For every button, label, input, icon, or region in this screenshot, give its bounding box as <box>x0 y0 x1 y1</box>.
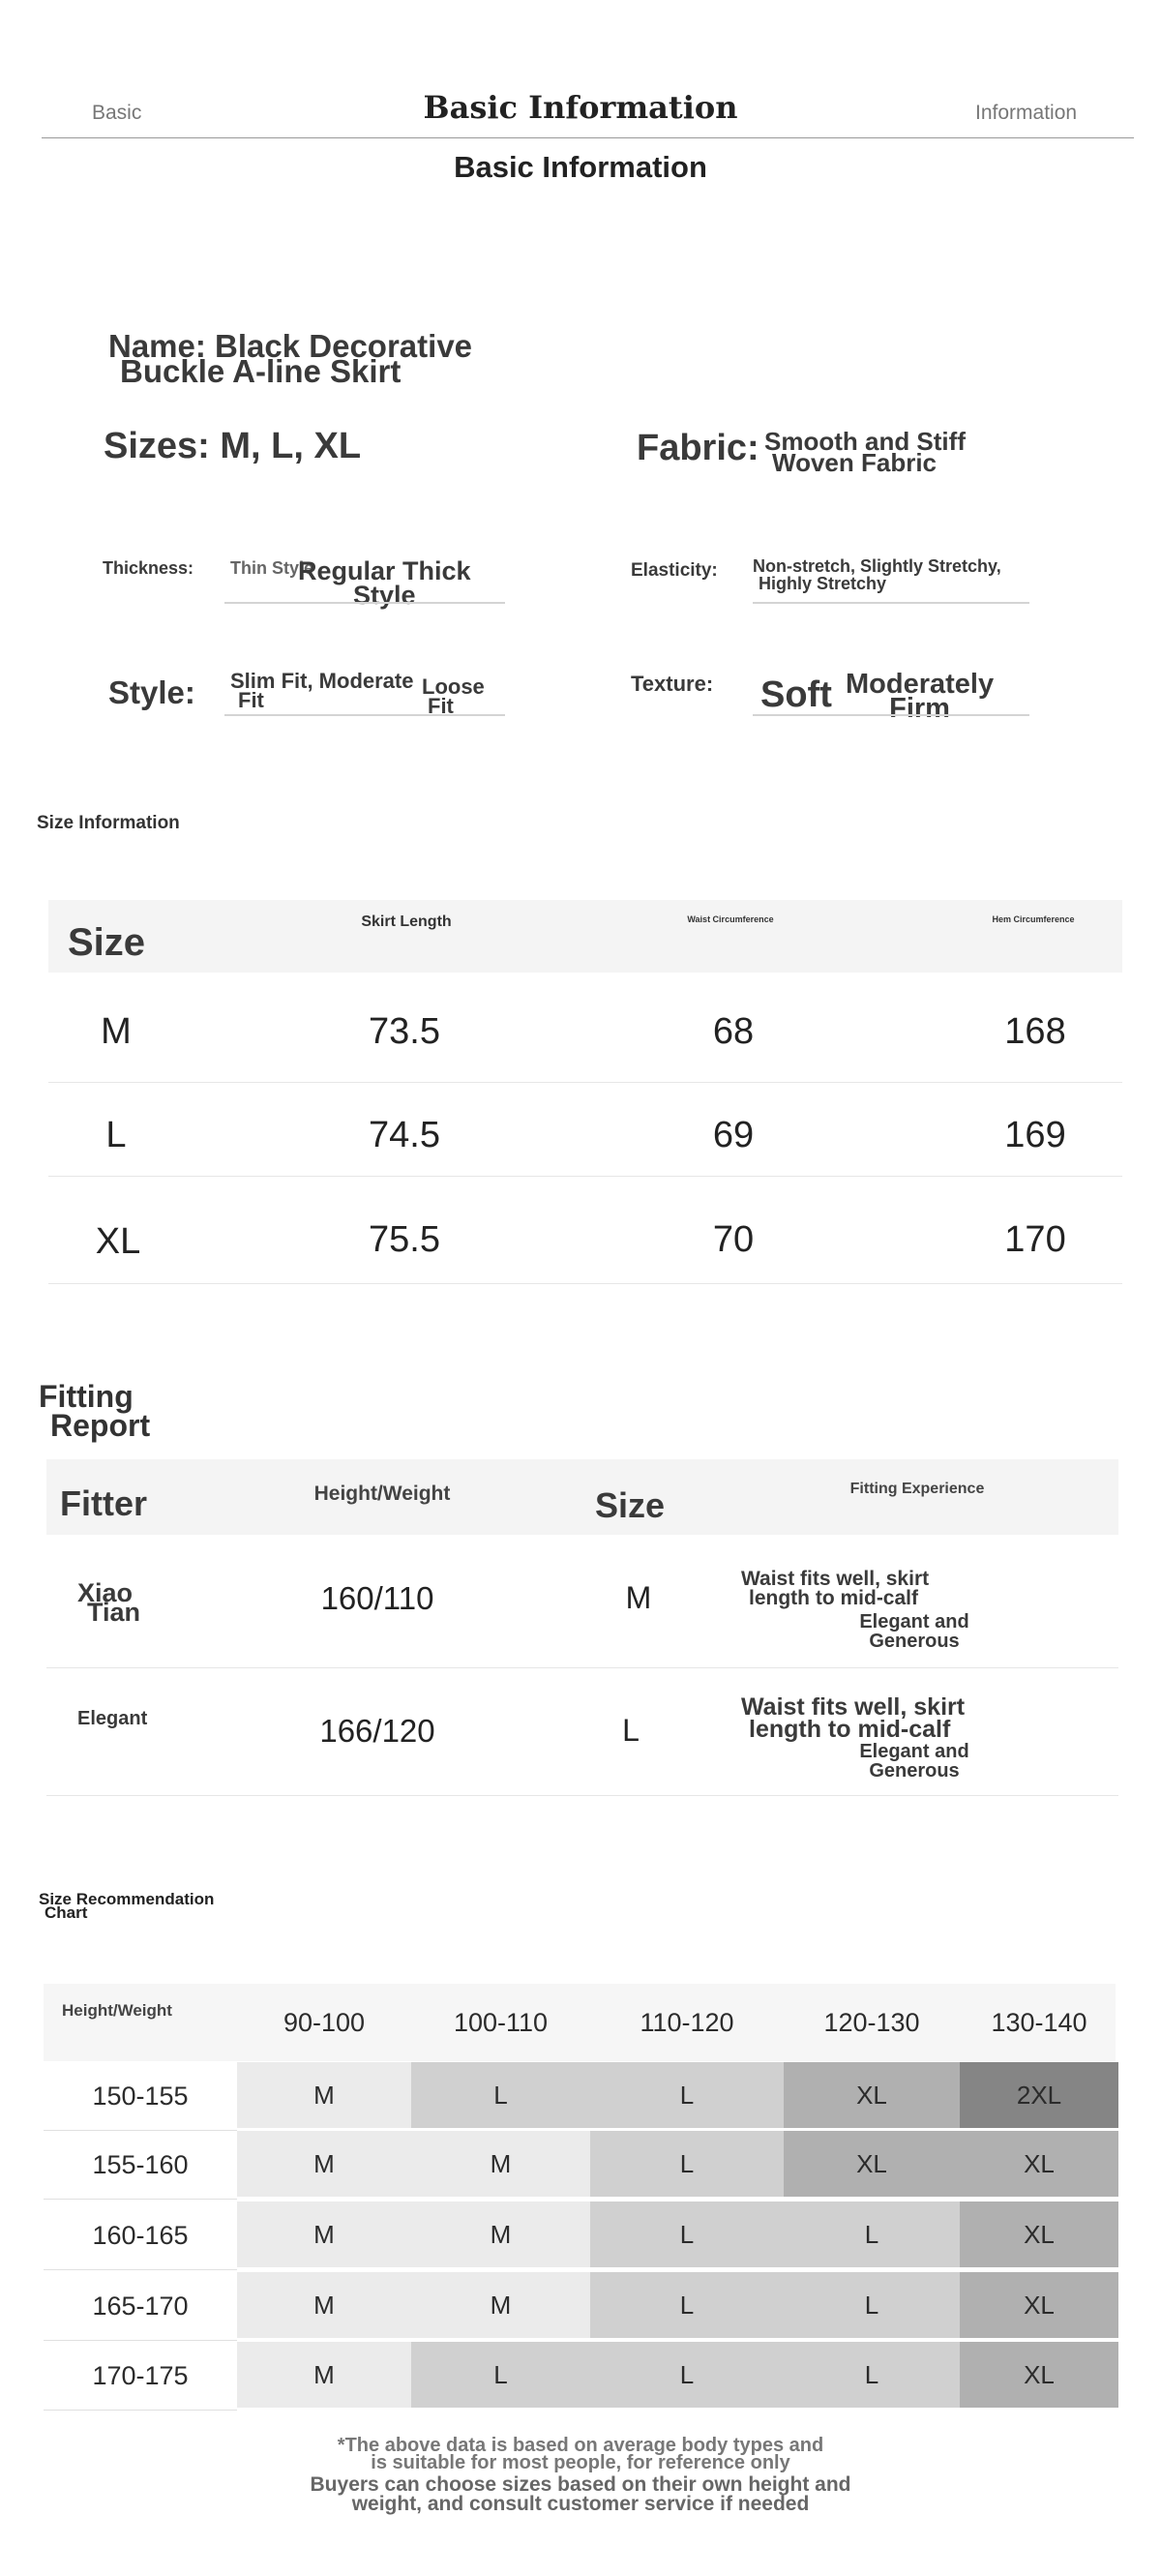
recommendation-cell: M <box>237 2272 411 2338</box>
fabric-value <box>764 427 966 477</box>
style-option-slim <box>230 669 414 712</box>
recommendation-col-header: 120-130 <box>823 2007 920 2037</box>
recommendation-cell: XL <box>784 2131 960 2197</box>
recommendation-cell: XL <box>960 2131 1118 2197</box>
fitter-size: M <box>625 1580 652 1615</box>
recommendation-cell: L <box>590 2202 784 2267</box>
fitter-name-line2: Tian <box>87 1598 141 1627</box>
fitter-exp-line1: Waist fits well, skirt <box>741 1568 930 1590</box>
recommendation-cell: M <box>237 2131 411 2197</box>
recommendation-col-header: 130-140 <box>991 2007 1087 2037</box>
fitting-title <box>39 1379 151 1443</box>
footer-note-2 <box>0 2475 1161 2514</box>
thickness-selected <box>298 556 471 610</box>
recommendation-row-label: 165-170 <box>92 2291 189 2321</box>
fitter-experience-tag <box>832 1612 997 1651</box>
footer-note-1 <box>0 2437 1161 2471</box>
thickness-selected-line1: Regular Thick <box>298 556 471 585</box>
recommendation-row-label: 155-160 <box>92 2149 189 2179</box>
recommendation-col-header: 90-100 <box>283 2007 366 2037</box>
recommendation-cell: L <box>590 2342 784 2408</box>
recommendation-row-divider <box>44 2340 237 2341</box>
recommendation-col-header: 110-120 <box>640 2007 734 2037</box>
thickness-option-thin: Thin Style <box>230 558 314 578</box>
recommendation-row-label: 160-165 <box>92 2220 189 2250</box>
size-row-l-size: L <box>105 1115 127 1155</box>
recommendation-corner: Height/Weight <box>62 2001 172 2020</box>
fabric-line2: Woven Fabric <box>772 448 938 477</box>
recommendation-row-divider <box>44 2199 237 2200</box>
style-scale-line <box>224 714 505 716</box>
sizes-text: Sizes: M, L, XL <box>104 426 362 466</box>
recommendation-row-divider <box>44 2269 237 2270</box>
recommendation-cell: L <box>411 2062 590 2128</box>
elasticity-line1: Non-stretch, Slightly Stretchy, <box>753 556 1001 576</box>
recommendation-title <box>39 1890 215 1922</box>
texture-opt-line2: Firm <box>889 693 950 724</box>
style-opt1-line2: Fit <box>238 688 264 712</box>
recommendation-cell: XL <box>784 2062 960 2128</box>
texture-scale-line <box>753 714 1029 716</box>
size-header-size: Size <box>68 921 146 964</box>
fitting-header-size: Size <box>595 1485 666 1525</box>
section-subtitle: Basic Information <box>454 150 707 184</box>
texture-label: Texture: <box>631 672 714 696</box>
size-row-l-length: 74.5 <box>369 1115 440 1155</box>
fitter-name-line1: Xiao <box>77 1578 134 1607</box>
recommendation-cell: L <box>590 2062 784 2128</box>
header-divider <box>42 137 1134 138</box>
fitter-experience-tag <box>832 1742 997 1781</box>
recommendation-cell: XL <box>960 2202 1118 2267</box>
fitter-hw: 160/110 <box>320 1580 434 1616</box>
fitter-hw: 166/120 <box>319 1713 435 1749</box>
fitter-exp-line1: Waist fits well, skirt <box>741 1693 966 1721</box>
size-row-l-waist: 69 <box>712 1115 755 1155</box>
recommendation-title-line1: Size Recommendation <box>39 1890 215 1908</box>
recommendation-row-label: 170-175 <box>92 2360 189 2390</box>
texture-opt-line1: Moderately <box>846 669 995 700</box>
elasticity-label: Elasticity: <box>631 560 718 581</box>
fitting-title-line2: Report <box>50 1408 151 1443</box>
style-opt1-line1: Slim Fit, Moderate <box>230 669 414 693</box>
recommendation-cell: 2XL <box>960 2062 1118 2128</box>
recommendation-cell: M <box>237 2342 411 2408</box>
recommendation-cell: L <box>590 2131 784 2197</box>
footer-line4: weight, and consult customer service if needed <box>351 2493 810 2515</box>
style-option-loose <box>422 674 485 718</box>
recommendation-cell: M <box>237 2062 411 2128</box>
product-name <box>108 328 473 389</box>
product-name-line2: Buckle A-line Skirt <box>120 353 402 389</box>
fitting-row-divider <box>46 1667 1118 1668</box>
elasticity-options <box>753 557 1001 592</box>
elasticity-scale-line <box>753 602 1029 604</box>
size-row-xl-length: 75.5 <box>369 1219 440 1260</box>
size-row-xl-size: XL <box>95 1221 141 1262</box>
recommendation-cell: L <box>784 2202 960 2267</box>
recommendation-row-divider <box>44 2410 237 2411</box>
fitter-exp-line4: Generous <box>869 1760 960 1782</box>
recommendation-cell: L <box>411 2342 590 2408</box>
size-header-hem: Hem Circumference <box>992 914 1075 924</box>
size-row-xl-waist: 70 <box>712 1219 755 1260</box>
fabric-line1: Smooth and Stiff <box>764 427 966 456</box>
recommendation-cell: XL <box>960 2342 1118 2408</box>
recommendation-cell: M <box>411 2272 590 2338</box>
size-row-m-hem: 168 <box>1004 1011 1066 1052</box>
recommendation-cell: M <box>411 2131 590 2197</box>
fitting-header-hw: Height/Weight <box>313 1483 451 1505</box>
fitter-size: L <box>622 1713 640 1748</box>
size-row-divider <box>48 1176 1122 1177</box>
page-title: Basic Information <box>423 89 738 126</box>
footer-line2: is suitable for most people, for reference only <box>371 2452 790 2473</box>
fitter-exp-line4: Generous <box>869 1631 960 1652</box>
size-info-title: Size Information <box>37 813 180 833</box>
recommendation-cell: XL <box>960 2272 1118 2338</box>
texture-selected: Soft <box>760 674 832 715</box>
fitter-name-line1: Elegant <box>77 1708 148 1729</box>
fitter-name <box>77 1578 141 1627</box>
size-row-m-length: 73.5 <box>369 1011 440 1052</box>
fitter-experience <box>741 1693 966 1743</box>
size-row-divider <box>48 1082 1122 1083</box>
footer-line3: Buyers can choose sizes based on their own height and <box>310 2473 851 2496</box>
fabric-label: Fabric: <box>637 428 759 468</box>
recommendation-cell: M <box>411 2202 590 2267</box>
size-header-waist: Waist Circumference <box>687 914 774 924</box>
recommendation-title-line2: Chart <box>45 1903 88 1922</box>
fitter-exp-line2: length to mid-calf <box>749 1716 951 1743</box>
fitter-exp-line2: length to mid-calf <box>749 1587 918 1609</box>
header-right-label: Information <box>975 102 1078 124</box>
thickness-scale-line <box>224 602 505 604</box>
recommendation-cell: L <box>590 2272 784 2338</box>
size-header-length: Skirt Length <box>361 914 452 930</box>
recommendation-row-label: 150-155 <box>92 2081 189 2111</box>
product-name-line1: Name: Black Decorative <box>108 328 473 364</box>
fitter-name <box>77 1709 147 1728</box>
style-label: Style: <box>108 674 195 710</box>
fitter-exp-line3: Elegant and <box>859 1611 969 1632</box>
size-table-header <box>48 900 1122 973</box>
fitting-row-divider <box>46 1795 1118 1796</box>
recommendation-cell: L <box>784 2342 960 2408</box>
size-row-m-waist: 68 <box>712 1011 755 1052</box>
header-left-label: Basic <box>92 102 142 124</box>
recommendation-cell: M <box>237 2202 411 2267</box>
size-row-l-hem: 169 <box>1004 1115 1066 1155</box>
size-row-divider <box>48 1283 1122 1284</box>
size-row-m-size: M <box>101 1011 132 1052</box>
style-opt2-line1: Loose <box>422 674 485 699</box>
style-opt2-line2: Fit <box>428 694 454 718</box>
footer-line1: *The above data is based on average body types and <box>337 2435 824 2456</box>
size-row-xl-hem: 170 <box>1004 1219 1066 1260</box>
fitting-header-experience: Fitting Experience <box>849 1481 985 1497</box>
thickness-label: Thickness: <box>103 558 194 578</box>
thickness-selected-line2: Style <box>353 581 416 610</box>
fitting-header-fitter: Fitter <box>60 1483 147 1523</box>
fitter-experience <box>741 1570 929 1608</box>
fitting-title-line1: Fitting <box>39 1379 134 1414</box>
recommendation-col-header: 100-110 <box>453 2007 549 2037</box>
elasticity-line2: Highly Stretchy <box>759 574 887 593</box>
recommendation-cell: L <box>784 2272 960 2338</box>
fitter-exp-line3: Elegant and <box>859 1741 969 1762</box>
